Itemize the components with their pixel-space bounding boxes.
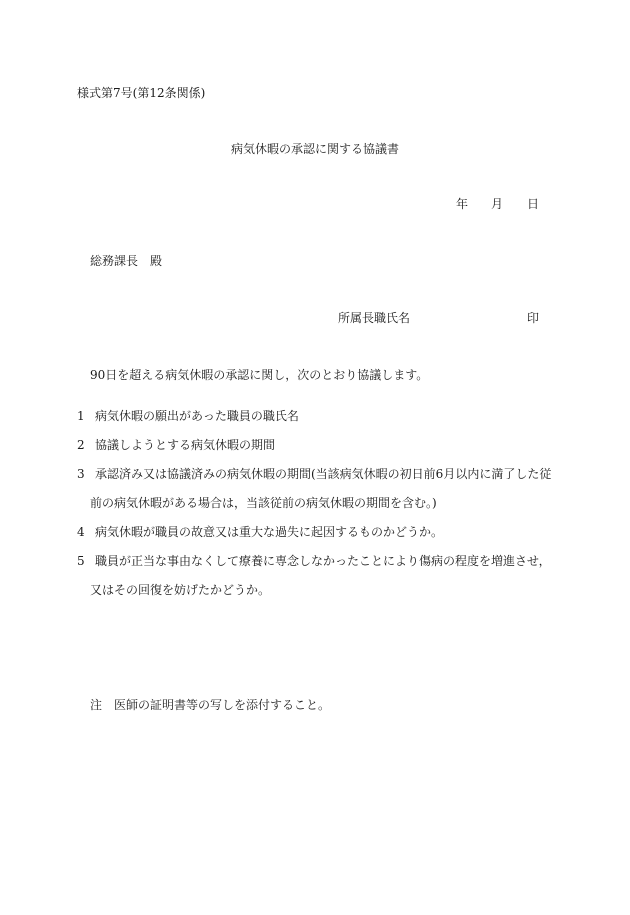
date-month-label: 月 <box>491 197 504 211</box>
document-title: 病気休暇の承認に関する協議書 <box>231 142 400 156</box>
item-text: 病気休暇が職員の故意又は重大な過失に起因するものかどうか。 <box>95 525 444 539</box>
item-text-continuation: 又はその回復を妨げたかどうか。 <box>90 583 271 597</box>
list-item <box>77 439 275 451</box>
sender-name-label: 所属長職氏名 <box>338 311 411 325</box>
item-text: 病気休暇の願出があった職員の職氏名 <box>95 409 299 423</box>
seal-label: 印 <box>527 311 540 325</box>
item-number: 4 <box>77 525 85 539</box>
item-number: 1 <box>77 409 85 423</box>
addressee: 総務課長 殿 <box>90 254 163 268</box>
list-item <box>77 555 551 567</box>
intro-text: 90日を超える病気休暇の承認に関し，次のとおり協議します。 <box>90 368 429 382</box>
item-text-continuation: 前の病気休暇がある場合は，当該従前の病気休暇の期間を含む。) <box>90 496 437 510</box>
item-number: 3 <box>77 467 85 481</box>
list-item <box>77 526 443 538</box>
date-year-label: 年 <box>456 197 469 211</box>
item-number: 5 <box>77 554 85 568</box>
item-number: 2 <box>77 438 85 452</box>
note-text: 注 医師の証明書等の写しを添付すること。 <box>90 698 331 712</box>
item-text: 協議しようとする病気休暇の期間 <box>95 438 276 452</box>
item-text: 承認済み又は協議済みの病気休暇の期間(当該病気休暇の初日前6月以内に満了した従 <box>95 467 552 481</box>
list-item <box>77 468 551 480</box>
list-item <box>77 410 299 422</box>
form-number: 様式第7号(第12条関係) <box>77 86 206 100</box>
date-day-label: 日 <box>527 197 540 211</box>
item-text: 職員が正当な事由なくして療養に専念しなかったことにより傷病の程度を増進させ， <box>95 554 551 568</box>
